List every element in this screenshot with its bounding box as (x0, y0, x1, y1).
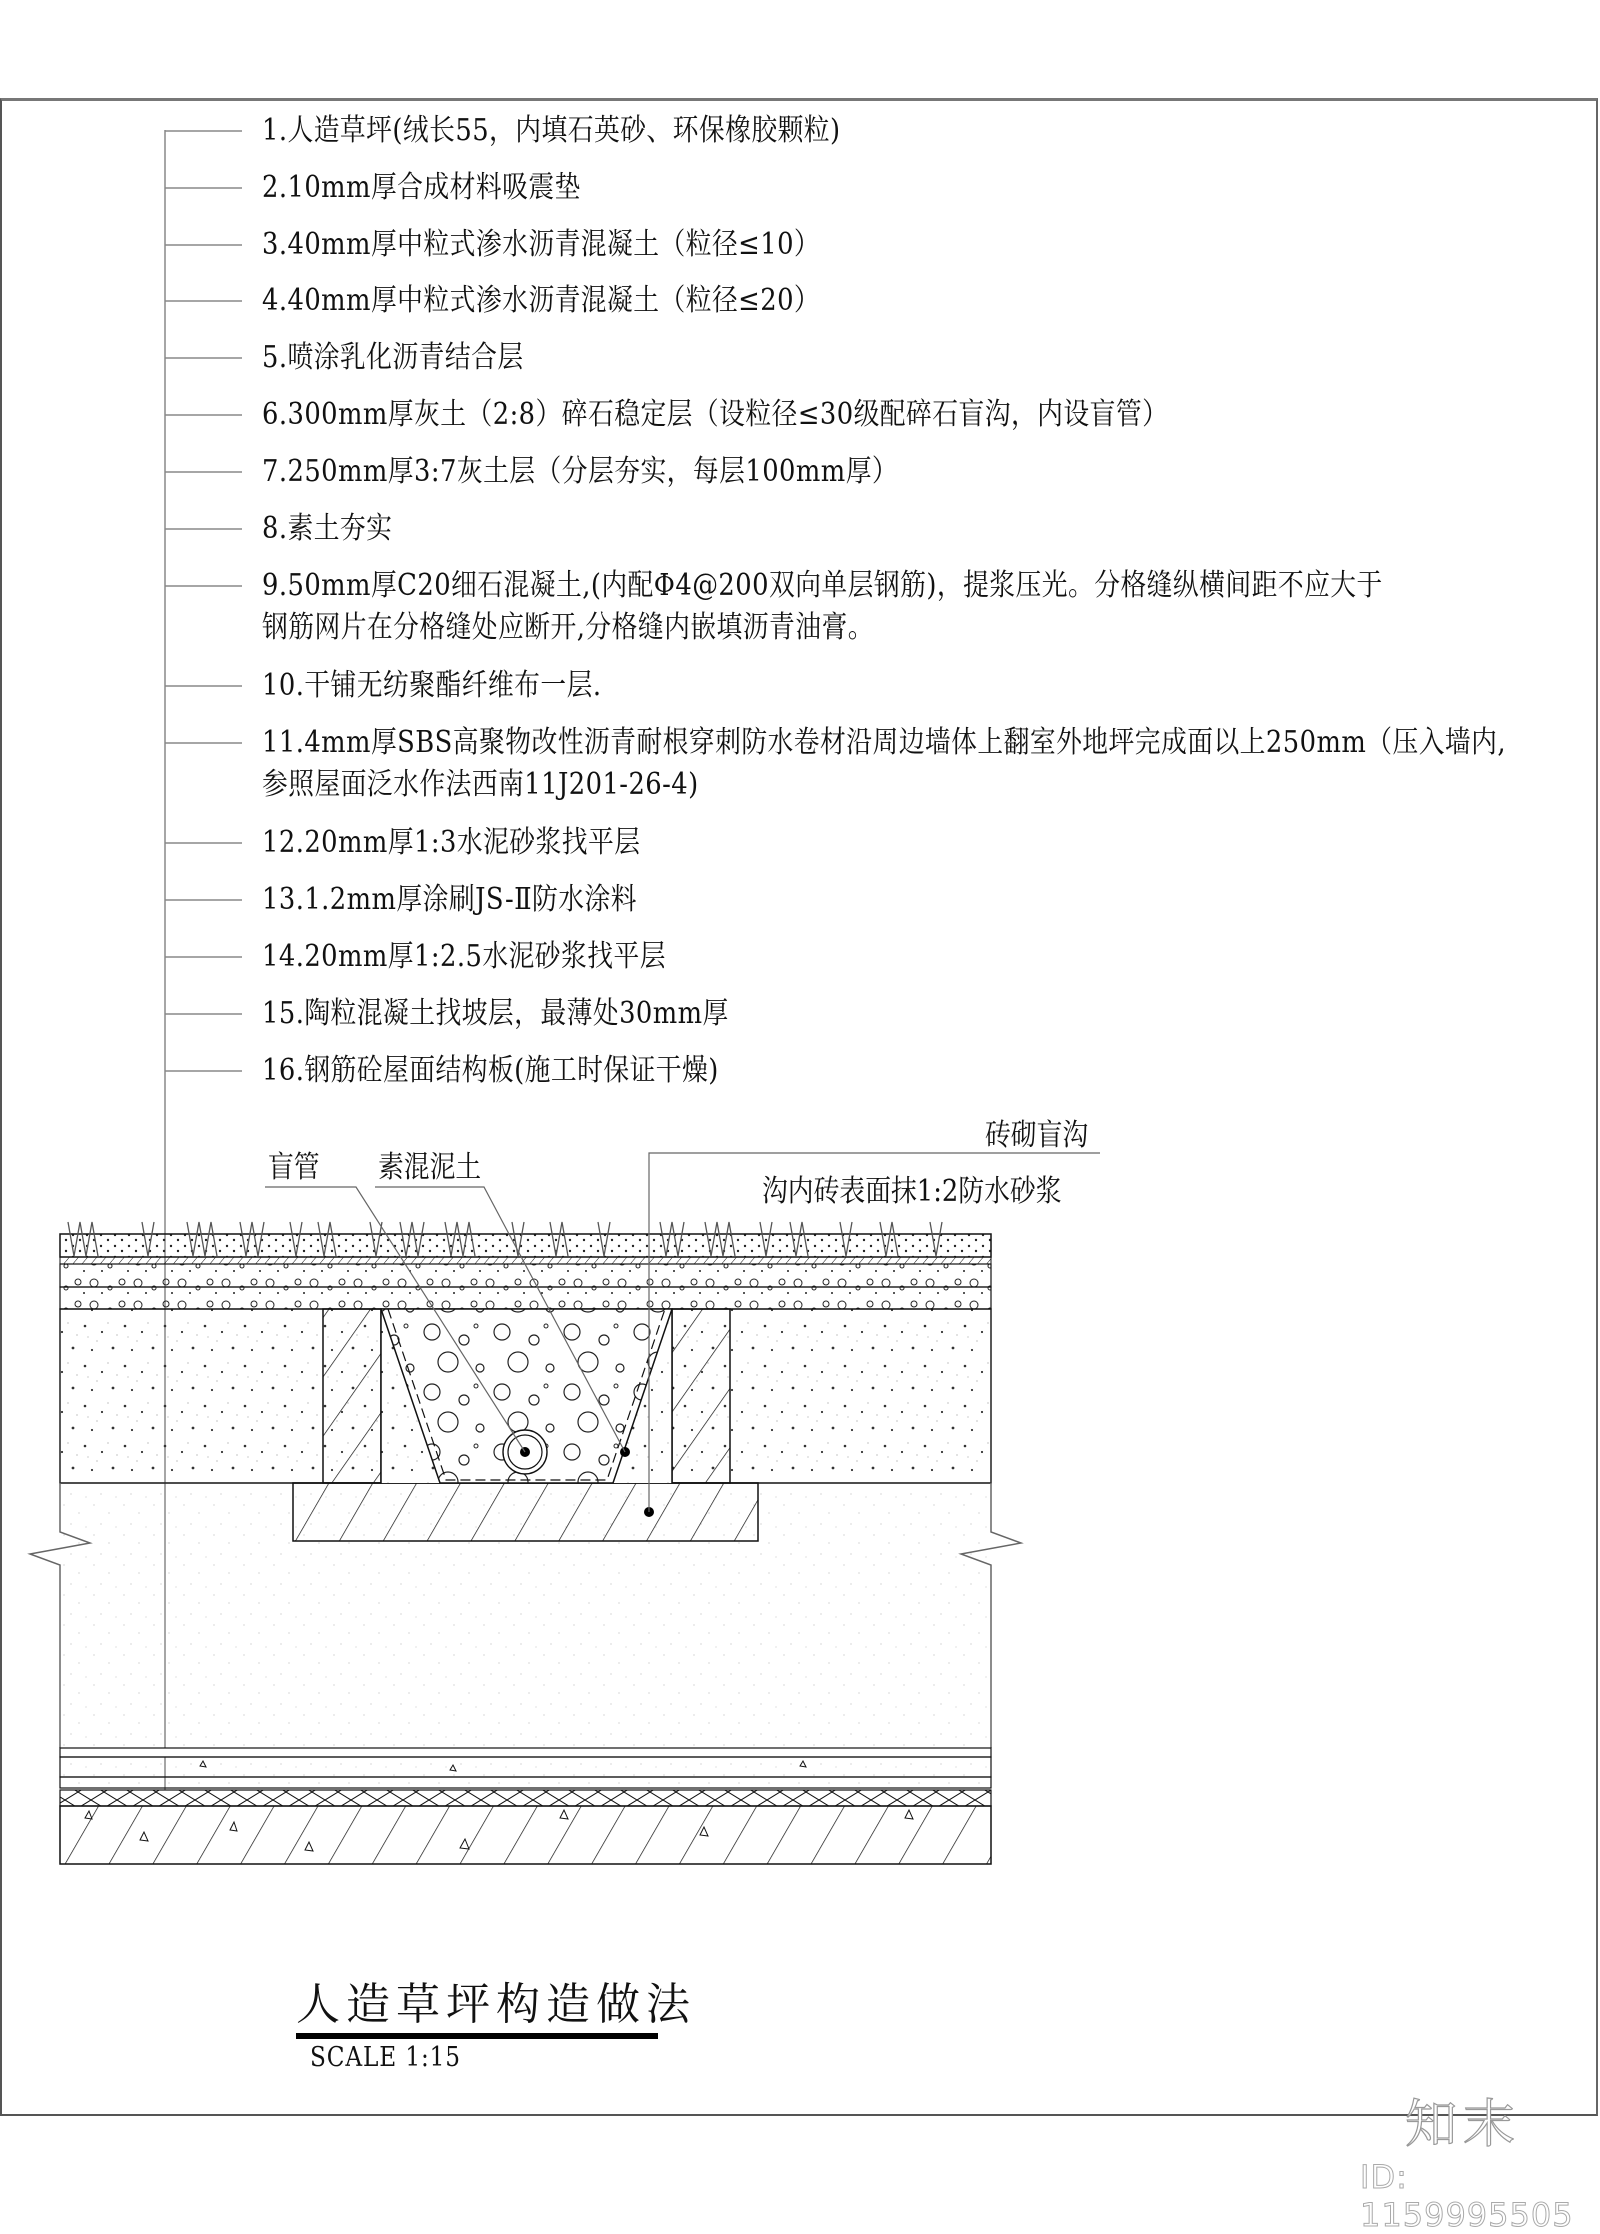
watermark-logo: 知末 (1405, 2095, 1522, 2155)
title-underline (296, 2033, 658, 2039)
leader-ticks (165, 131, 242, 1071)
layer-note-7: 7.250mm厚3:7灰土层（分层夯实，每层100mm厚） (262, 454, 899, 489)
layer-note-10: 10.干铺无纺聚酯纤维布一层. (262, 668, 602, 703)
callout-blind-pipe: 盲管 (268, 1150, 320, 1185)
layer-note-14: 14.20mm厚1:2.5水泥砂浆找平层 (262, 939, 666, 974)
layer-note-9: 9.50mm厚C20细石混凝土,(内配Φ4@200双向单层钢筋)，提浆压光。分格缝纵横间距不应大于 (262, 568, 1383, 603)
layer-note-8: 8.素土夯实 (262, 511, 393, 546)
layer-note-6: 6.300mm厚灰土（2:8）碎石稳定层（设粒径≤30级配碎石盲沟，内设盲管） (262, 397, 1169, 432)
layer-note-4: 4.40mm厚中粒式渗水沥青混凝土（粒径≤20） (262, 283, 821, 318)
layer-note-9-cont: 钢筋网片在分格缝处应断开,分格缝内嵌填沥青油膏。 (262, 610, 874, 645)
layer-note-11: 11.4mm厚SBS高聚物改性沥青耐根穿刺防水卷材沿周边墙体上翻室外地坪完成面以上250mm（压入墙内, (262, 725, 1507, 760)
layer-note-2: 2.10mm厚合成材料吸震垫 (262, 170, 581, 205)
drawing-title: 人造草坪构造做法 (296, 1979, 696, 2030)
drawing-scale: SCALE 1:15 (310, 2042, 461, 2073)
callout-trench-mortar: 沟内砖表面抹1:2防水砂浆 (762, 1174, 1062, 1209)
layer-note-5: 5.喷涂乳化沥青结合层 (262, 340, 524, 375)
callout-plain-concrete: 素混泥土 (378, 1150, 482, 1185)
layer-note-16: 16.钢筋砼屋面结构板(施工时保证干燥) (262, 1053, 719, 1088)
callout-brick-trench: 砖砌盲沟 (985, 1118, 1089, 1153)
layer-note-13: 13.1.2mm厚涂刷JS-Ⅱ防水涂料 (262, 882, 637, 917)
layer-note-3: 3.40mm厚中粒式渗水沥青混凝土（粒径≤10） (262, 227, 821, 262)
brick-trench (293, 1309, 758, 1541)
watermark-id: ID: 1159995505 (1360, 2158, 1574, 2234)
layer-note-11-cont: 参照屋面泛水作法西南11J201-26-4) (262, 767, 699, 802)
layer-note-12: 12.20mm厚1:3水泥砂浆找平层 (262, 825, 641, 860)
layer-note-15: 15.陶粒混凝土找坡层，最薄处30mm厚 (262, 996, 729, 1031)
layer-note-1: 1.人造草坪(绒长55，内填石英砂、环保橡胶颗粒) (262, 113, 841, 148)
